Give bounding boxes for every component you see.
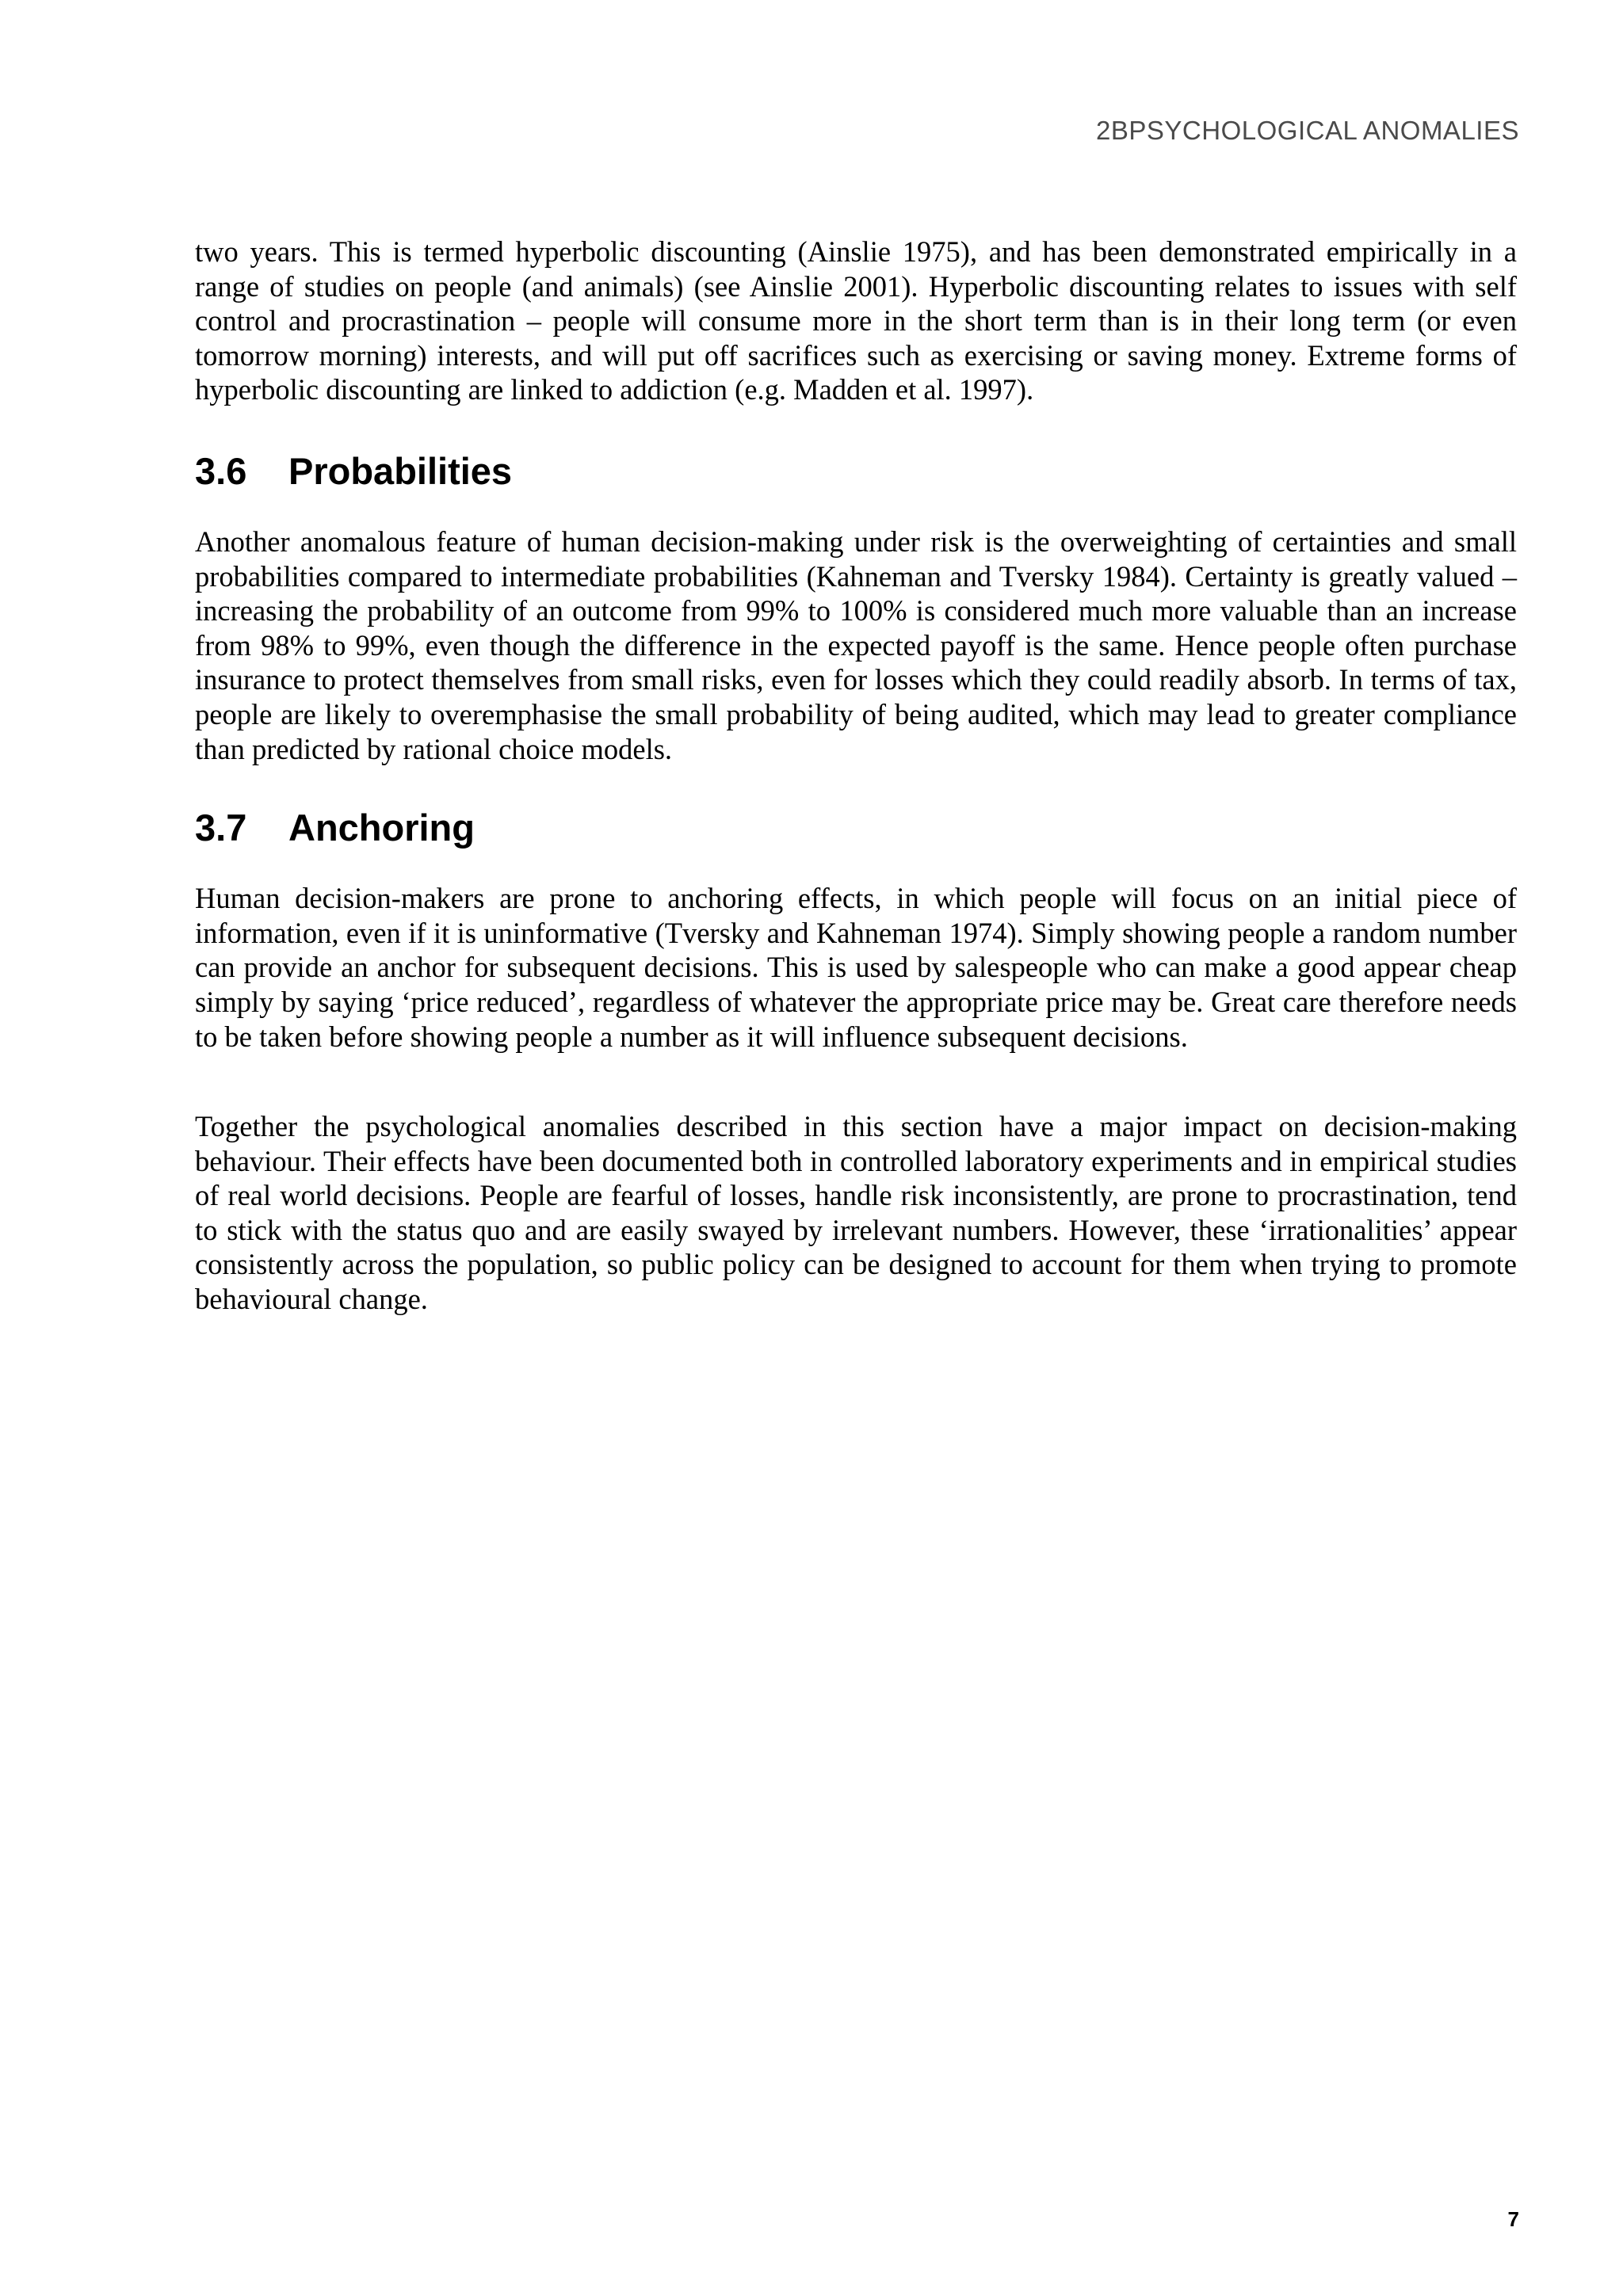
page-number: 7 <box>1507 2207 1519 2231</box>
page-body <box>195 235 1517 1317</box>
section-heading-probabilities <box>195 450 1517 493</box>
section-title: Anchoring <box>288 807 475 849</box>
section-number: 3.7 <box>195 807 247 849</box>
probabilities-paragraph: Another anomalous feature of human decision-making under risk is the overweighting of certainties and small probabilities compared to intermediate probabilities (Kahneman and Tversky 1984). Certainty is greatly valued – increasing the probability of an outcome from 99% to 100% is considered much more valuable than an increase from 98% to 99%, even though the difference in the expected payoff is the same. Hence people often purchase insurance to protect themselves from small risks, even for losses which they could readily absorb. In terms of tax, people are likely to overemphasise the small probability of being audited, which may lead to greater compliance than predicted by rational choice models. <box>195 524 1517 765</box>
running-header: 2BPSYCHOLOGICAL ANOMALIES <box>1096 116 1519 145</box>
section-title: Probabilities <box>288 449 513 492</box>
section-number: 3.6 <box>195 449 247 492</box>
section-heading-anchoring <box>195 807 1517 849</box>
intro-paragraph: two years. This is termed hyperbolic discounting (Ainslie 1975), and has been demonstrated empirically in a range of studies on people (and animals) (see Ainslie 2001). Hyperbolic discounting relates to issues with self control and procrastination – people will consume more in the short term than is in their long term (or even tomorrow morning) interests, and will put off sacrifices such as exercising or saving money. Extreme forms of hyperbolic discounting are linked to addiction (e.g. Madden et al. 1997). <box>195 235 1517 406</box>
anchoring-paragraph: Human decision-makers are prone to anchoring effects, in which people will focus on an initial piece of information, even if it is uninformative (Tversky and Kahneman 1974). Simply showing people a random number can provide an anchor for subsequent decisions. This is used by salespeople who can make a good appear cheap simply by saying ‘price reduced’, regardless of whatever the appropriate price may be. Great care therefore needs to be taken before showing people a number as it will influence subsequent decisions. <box>195 882 1517 1053</box>
closing-paragraph: Together the psychological anomalies described in this section have a major impact on decision-making behaviour. Their effects have been documented both in controlled laboratory experiments and in empirical studies of real world decisions. People are fearful of losses, handle risk inconsistently, are prone to procrastination, tend to stick with the status quo and are easily swayed by irrelevant numbers. However, these ‘irrationalities’ appear consistently across the population, so public policy can be designed to account for them when trying to promote behavioural change. <box>195 1110 1517 1316</box>
